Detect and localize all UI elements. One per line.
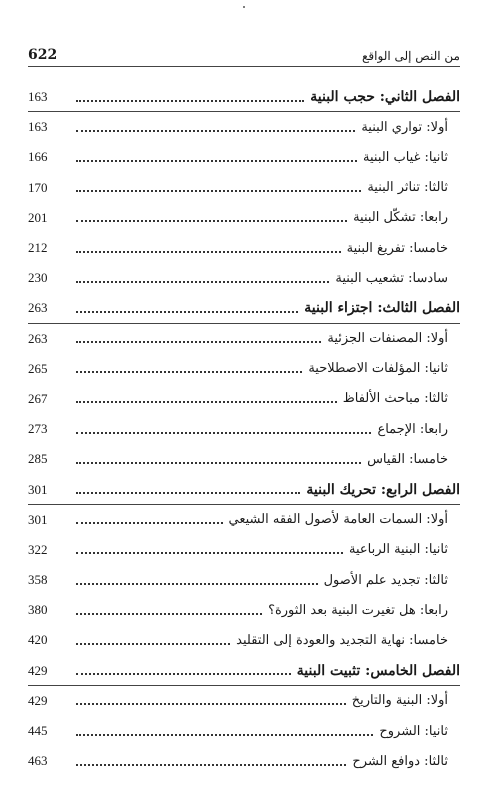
toc-entry-title: أولا: البنية والتاريخ: [351, 693, 448, 709]
dot-leader: [76, 219, 347, 222]
dot-leader: [76, 763, 346, 766]
toc-entry-row: [28, 625, 460, 655]
dot-leader: [76, 431, 371, 434]
toc-entry-title: خامسا: نهاية التجديد والعودة إلى التقليد: [236, 632, 448, 648]
dot-leader: [76, 551, 343, 554]
toc-entry-row: [28, 444, 460, 474]
dot-leader: [76, 491, 300, 494]
toc-entry-row: [28, 505, 460, 535]
toc-entry-row: [28, 535, 460, 565]
toc-page-number: 322: [28, 541, 48, 557]
toc-page-number: 445: [28, 723, 48, 739]
toc-chapter-title: الفصل الثاني: حجب البنية: [310, 89, 460, 106]
toc-page-number: 163: [28, 89, 48, 105]
toc-page-number: 163: [28, 119, 48, 135]
toc-page-number: 420: [28, 632, 48, 648]
dot-leader: [76, 702, 346, 705]
toc-chapter-title: الفصل الرابع: تحريك البنية: [306, 481, 460, 498]
toc-entry-row: [28, 565, 460, 595]
toc-entry-row: [28, 716, 460, 746]
toc-entry-title: أولا: تواري البنية: [361, 119, 448, 135]
toc-entry-row: [28, 354, 460, 384]
toc-entry-title: رابعا: هل تغيرت البنية بعد الثورة؟: [268, 602, 448, 618]
toc-entry-row: [28, 142, 460, 172]
toc-entry-row: [28, 233, 460, 263]
toc-entry-title: رابعا: الإجماع: [377, 421, 448, 437]
toc-entry-title: خامسا: تفريغ البنية: [346, 240, 448, 256]
toc-page-number: 263: [28, 330, 48, 346]
toc-page-number: 273: [28, 421, 48, 437]
toc-chapter-row: [28, 293, 460, 323]
toc-entry-row: [28, 263, 460, 293]
toc-page-number: 212: [28, 240, 48, 256]
toc-page-number: 285: [28, 451, 48, 467]
toc-entry-row: [28, 595, 460, 625]
toc-page-number: 265: [28, 360, 48, 376]
page-number: 622: [28, 47, 58, 63]
dot-leader: [76, 99, 304, 102]
toc-page-number: 201: [28, 209, 48, 225]
dot-leader: [76, 400, 337, 403]
running-title: من النص إلى الواقع: [362, 49, 460, 63]
dot-leader: [76, 612, 262, 615]
toc-entry-title: رابعا: تشكّل البنية: [353, 210, 448, 226]
dot-leader: [76, 310, 298, 313]
toc-page-number: 267: [28, 390, 48, 406]
dot-leader: [76, 582, 318, 585]
toc-chapter-title: الفصل الخامس: تثبيت البنية: [296, 662, 460, 679]
toc-entry-title: ثالثا: دوافع الشرح: [352, 753, 448, 769]
dot-leader: [76, 159, 357, 162]
toc-entry-title: ثانيا: الشروح: [379, 723, 448, 739]
dot-leader: [76, 642, 230, 645]
dot-leader: [76, 250, 341, 253]
dot-leader: [76, 280, 329, 283]
toc-page-number: 301: [28, 511, 48, 527]
dot-leader: [76, 340, 321, 343]
toc-page-number: 263: [28, 300, 48, 316]
toc-entry-title: ثالثا: تجديد علم الأصول: [323, 572, 448, 588]
dot-leader: [76, 370, 302, 373]
toc-entry-title: ثالثا: تناثر البنية: [367, 180, 448, 196]
toc-entry-row: [28, 746, 460, 776]
toc-entry-title: أولا: المصنفات الجزئية: [327, 331, 448, 347]
toc-page-number: 429: [28, 692, 48, 708]
toc-entry-title: ثالثا: مباحث الألفاظ: [342, 391, 448, 407]
dot-leader: [76, 461, 361, 464]
toc-entry-row: [28, 686, 460, 716]
toc-entry-row: [28, 414, 460, 444]
toc-page-number: 380: [28, 602, 48, 618]
toc-entry-row: [28, 324, 460, 354]
toc-entry-title: أولا: السمات العامة لأصول الفقه الشيعي: [228, 512, 448, 528]
page-speck: [243, 6, 245, 8]
toc-entry-title: ثانيا: المؤلفات الاصطلاحية: [308, 361, 448, 377]
page-header: [28, 44, 460, 67]
dot-leader: [76, 733, 373, 736]
toc-entry-row: [28, 203, 460, 233]
toc-chapter-title: الفصل الثالث: اجتزاء البنية: [304, 300, 460, 317]
dot-leader: [76, 521, 223, 524]
dot-leader: [76, 189, 361, 192]
toc-page-number: 230: [28, 270, 48, 286]
toc-entry-title: خامسا: القياس: [367, 451, 448, 467]
toc-entry-title: سادسا: تشعيب البنية: [335, 270, 448, 286]
dot-leader: [76, 672, 291, 675]
toc-page-number: 358: [28, 572, 48, 588]
toc-chapter-row: [28, 656, 460, 686]
toc-page-number: 463: [28, 753, 48, 769]
table-of-contents: [28, 82, 460, 776]
toc-chapter-row: [28, 474, 460, 504]
toc-page-number: 301: [28, 481, 48, 497]
toc-entry-title: ثانيا: البنية الرباعية: [348, 542, 448, 558]
toc-chapter-row: [28, 82, 460, 112]
toc-page-number: 170: [28, 179, 48, 195]
toc-entry-row: [28, 112, 460, 142]
toc-entry-row: [28, 173, 460, 203]
toc-entry-row: [28, 384, 460, 414]
toc-page-number: 429: [28, 662, 48, 678]
toc-entry-title: ثانيا: غياب البنية: [363, 149, 448, 165]
dot-leader: [76, 129, 355, 132]
toc-page-number: 166: [28, 149, 48, 165]
